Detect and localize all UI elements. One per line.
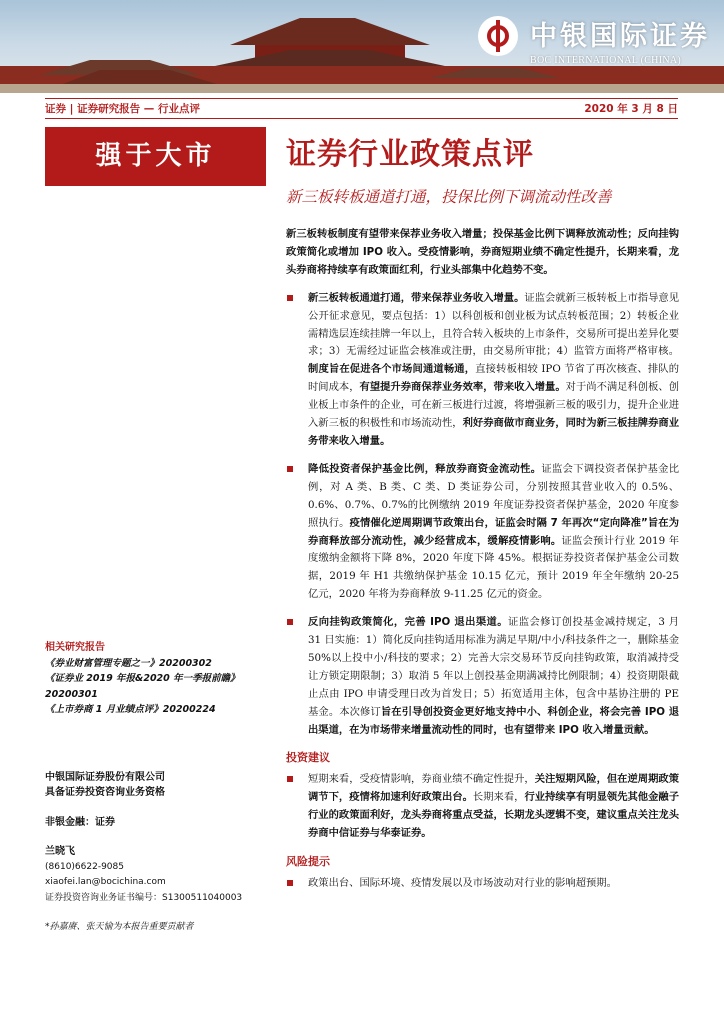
bold-text: 旨在引导创投资金更好地支持中小、科创企业，将会完善 IPO 退出渠道，在为市场带来增量流动性的同时，也有望带来 IPO 收入增量贡献。 [308, 705, 679, 736]
bullet-square-icon [287, 466, 293, 472]
divider [45, 118, 678, 119]
bullet-item [286, 461, 679, 604]
body-text: 直接转板相较 IPO 节省了再次核查、排队的时间成本， [308, 363, 680, 394]
risk-text: 政策出台、国际环境、疫情发展以及市场波动对行业的影响超预期。 [308, 876, 617, 889]
body-text: 证监会就新三板转板上市指导意见公开征求意见，要点包括：1）以科创板和创业板为试点转板范围；2）转板企业需精选层连续挂牌一年以上，且符合转入板块的上市条件，交易所可提出差异化要求；3）无需经过证监会核准或注册，由交易所审批；4）监管方面将严格审核。 [308, 291, 679, 358]
bold-text: 新三板转板通道打通，带来保荐业务收入增量。 [308, 291, 525, 304]
analyst-phone: (8610)6622-9085 [45, 861, 124, 872]
related-report[interactable]: 《券业财富管理专题之一》20200302 [45, 657, 212, 669]
body-text: 短期来看，受疫情影响，券商业绩不确定性提升， [308, 773, 535, 786]
invest-title: 投资建议 [286, 751, 330, 765]
contributors-note: *孙嘉赓、张天愉为本报告重要贡献者 [45, 922, 194, 932]
firm-name: 中银国际证券股份有限公司 [45, 771, 165, 783]
main-content [286, 226, 679, 893]
related-reports-title: 相关研究报告 [45, 642, 105, 653]
analyst-email[interactable]: xiaofei.lan@bocichina.com [45, 877, 166, 887]
related-report[interactable]: 《上市券商 1 月业绩点评》20200224 [45, 704, 216, 715]
bullet-item [286, 290, 679, 451]
bullet-square-icon [287, 880, 293, 886]
sidebar [45, 640, 267, 936]
bold-text: 制度旨在促进各个市场间通道畅通， [308, 363, 476, 376]
body-text: 证监会下调投资者保护基金比例，对 A 类、B 类、C 类、D 类证券公司，分别按照其营业收入的 0.5%、0.6%、0.7%、0.7%的比例缴纳 2019 年度证券投资者保护基金，2020 年度参照执行。 [308, 462, 680, 529]
analyst-name: 兰晓飞 [45, 846, 75, 857]
bold-text: 反向挂钩政策简化，完善 IPO 退出渠道。 [308, 616, 509, 629]
page-title: 证券行业政策点评 [286, 137, 534, 172]
invest-paragraph [286, 771, 679, 843]
bullet-list [286, 290, 679, 740]
header-banner [0, 0, 724, 93]
brand-name-en: BOC INTERNATIONAL (CHINA) [530, 55, 682, 66]
rating-badge: 强于大市 [45, 127, 266, 186]
bullet-square-icon [287, 619, 293, 625]
page-subtitle: 新三板转板通道打通，投保比例下调流动性改善 [286, 188, 612, 206]
breadcrumb: 证券 | 证券研究报告 — 行业点评 [45, 103, 200, 115]
bold-text: 关注短期风险，但在逆周期政策调节下，疫情将加速利好政策出台。 [308, 773, 680, 804]
bold-text: 降低投资者保护基金比例，释放券商资金流动性。 [308, 462, 542, 475]
bold-text: 有望提升券商保荐业务效率，带来收入增量。 [359, 381, 566, 394]
body-text: 证监会预计行业 2019 年度缴纳金额将下降 8%，2020 年度下降 45%。根据证券投资者保护基金公司数据，2019 年 H1 共缴纳保护基金 10.15 亿元，预计 2019 年全年缴纳 20-25 亿元，2020 年将为券商释放 9-11.25 亿元的资金。 [308, 534, 679, 601]
risk-paragraph [286, 875, 679, 893]
bold-text: 行业持续享有明显领先其他金融子行业的政策面利好，龙头券商将重点受益，长期龙头逻辑不变，建议重点关注龙头券商中信证券与华泰证券。 [308, 791, 680, 840]
body-text: 证监会修订创投基金减持规定，3 月 31 日实施：1）简化反向挂钩适用标准为满足早期/中小/科技条件之一，删除基金 50%以上投中小/科技的要求；2）完善大宗交易环节反向挂钩政策，取消减持受让方锁定期限制；3）取消 5 年以上创投基金期满减持比例限制；4）投资期限截止点由 IPO 申请受理日改为首发日；5）拓宽适用主体，包含中基协注册的 PE 基金。本次修订 [308, 616, 679, 718]
risk-title: 风险提示 [286, 855, 330, 868]
analyst-license: 证券投资咨询业务证书编号：S1300511040003 [45, 892, 243, 903]
divider [45, 98, 678, 99]
sector-label: 非银金融：证券 [45, 816, 115, 828]
summary: 新三板转板制度有望带来保荐业务收入增量；投保基金比例下调释放流动性；反向挂钩政策简化或增加 IPO 收入。受疫情影响，券商短期业绩不确定性提升，长期来看，龙头券商将持续享有政策面红利，行业头部集中化趋势不变。 [286, 228, 679, 276]
bullet-square-icon [287, 295, 293, 301]
boc-logo-icon [478, 16, 518, 56]
report-date: 2020 年 3 月 8 日 [584, 103, 678, 115]
firm-license: 具备证券投资咨询业务资格 [45, 787, 165, 798]
bold-text: 疫情催化逆周期调节政策出台，证监会时隔 7 年再次“定向降准”旨在为券商释放部分流动性，减少经营成本，缓解疫情影响。 [308, 516, 679, 547]
brand [530, 14, 710, 66]
bold-text: 利好券商做市商业务，同时为新三板挂牌券商业务带来收入增量。 [308, 417, 680, 447]
related-report[interactable]: 《证券业 2019 年报&2020 年一季报前瞻》20200301 [45, 673, 240, 700]
body-text: 对于尚不满足科创板、创业板上市条件的企业，可在新三板进行过渡，将增强新三板的吸引力，提升企业进入新三板的积极性和市场流动性， [308, 381, 680, 430]
bullet-square-icon [287, 776, 293, 782]
brand-name-cn: 中银国际证券 [530, 21, 710, 52]
bullet-item [286, 614, 679, 739]
body-text: 长期来看， [472, 791, 525, 804]
